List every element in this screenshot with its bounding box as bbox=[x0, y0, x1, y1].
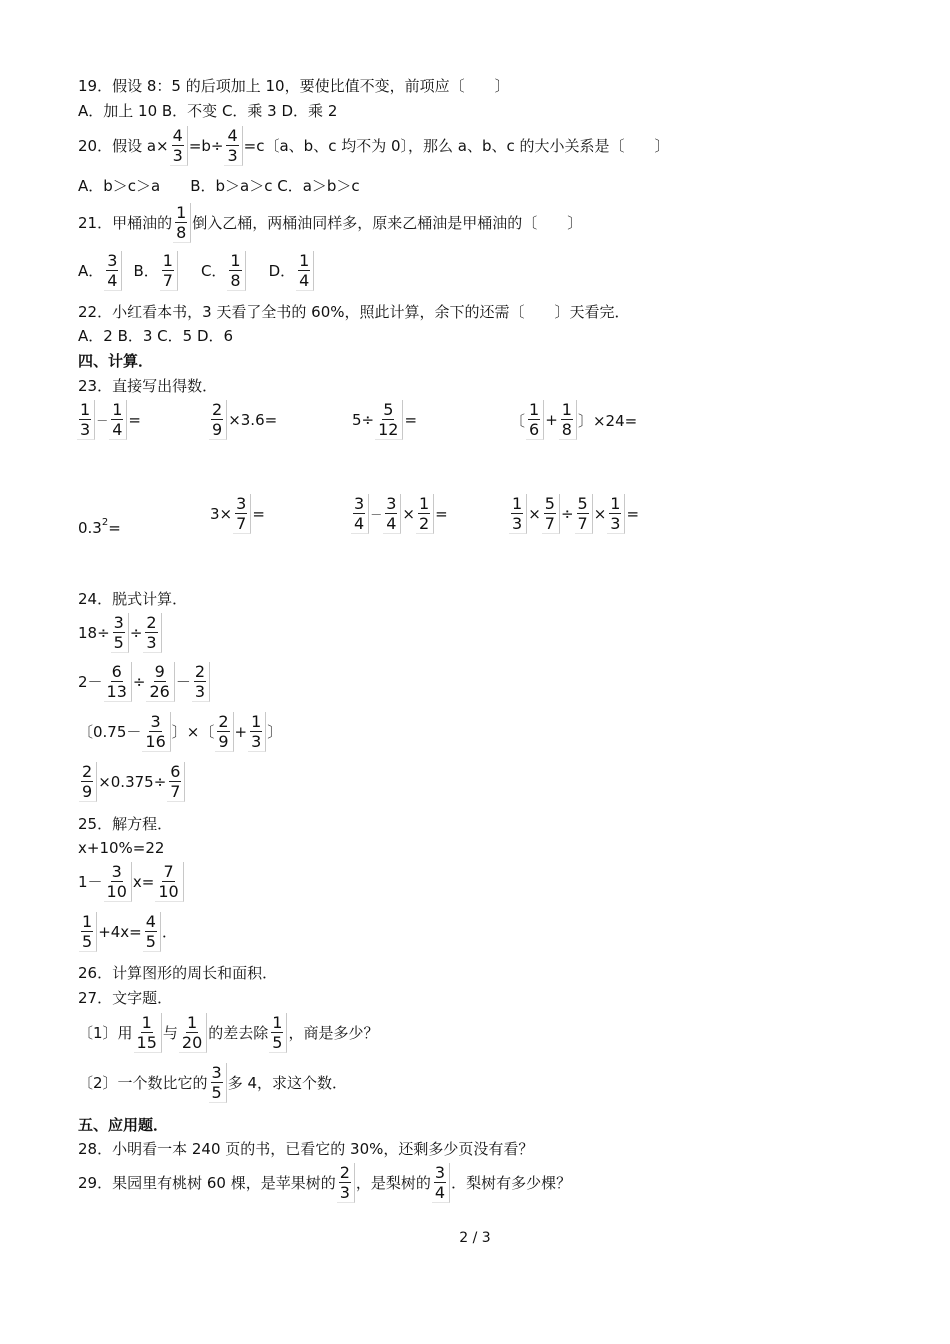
operator: ÷ bbox=[129, 623, 143, 642]
fraction bbox=[109, 400, 127, 440]
operator: － bbox=[370, 507, 383, 522]
denominator: 7 bbox=[236, 514, 247, 533]
fraction bbox=[509, 494, 527, 534]
numerator: 2 bbox=[339, 1163, 350, 1182]
denominator: 7 bbox=[170, 782, 181, 801]
q23-expr-5 bbox=[78, 516, 121, 537]
denominator: 3 bbox=[80, 420, 91, 439]
numerator: 5 bbox=[577, 494, 588, 513]
denominator: 5 bbox=[82, 932, 93, 951]
fraction bbox=[192, 662, 210, 702]
numerator: 3 bbox=[211, 1063, 222, 1082]
q23-expr-8 bbox=[508, 494, 639, 534]
fraction bbox=[209, 1063, 227, 1103]
expr-middle: ×0.375÷ bbox=[98, 772, 167, 791]
expr-tail: ． bbox=[161, 922, 177, 941]
expr-middle: x= bbox=[132, 872, 155, 891]
expr-tail: ．梨树有多少棵？ bbox=[451, 1173, 572, 1192]
fraction bbox=[575, 494, 593, 534]
denominator: 5 bbox=[272, 1033, 283, 1052]
exponent: 2 bbox=[101, 516, 109, 528]
q28-stem: 28．小明看一本 240 页的书，已看它的 30%，还剩多少页没有看？ bbox=[78, 1140, 534, 1158]
q25-eq-1: x+10%=22 bbox=[78, 839, 165, 857]
denominator: 3 bbox=[227, 146, 238, 165]
operator: ÷ bbox=[132, 672, 146, 691]
denominator: 3 bbox=[610, 514, 621, 533]
fraction bbox=[233, 494, 251, 534]
denominator: 13 bbox=[106, 682, 127, 701]
denominator: 3 bbox=[194, 682, 206, 701]
q21-text-2: 倒入乙桶，两桶油同样多，原来乙桶油是甲桶油的〔 〕 bbox=[192, 213, 583, 232]
q21-text-1: 21．甲桶油的 bbox=[78, 213, 173, 232]
denominator: 10 bbox=[106, 882, 127, 901]
option-label: C． bbox=[200, 261, 227, 280]
numerator: 5 bbox=[544, 494, 555, 513]
denominator: 10 bbox=[158, 882, 179, 901]
q27-part-2 bbox=[78, 1063, 347, 1103]
q24-stem: 24．脱式计算． bbox=[78, 590, 188, 608]
expr-prefix: 〔1〕用 bbox=[78, 1023, 133, 1042]
fraction bbox=[104, 662, 132, 702]
fraction bbox=[104, 251, 122, 291]
expr-prefix: 29．果园里有桃树 60 棵，是苹果树的 bbox=[78, 1173, 336, 1192]
numerator: 5 bbox=[383, 400, 394, 419]
numerator: 1 bbox=[230, 251, 241, 270]
q20-options: A．b＞c＞a B．b＞a＞c C．a＞b＞c bbox=[78, 177, 360, 195]
q21-options bbox=[78, 251, 315, 291]
expr-tail: ×3.6= bbox=[228, 411, 278, 429]
fraction bbox=[143, 912, 161, 952]
equals: = bbox=[252, 505, 265, 523]
q24-expr-4 bbox=[78, 762, 186, 802]
operator: － bbox=[175, 672, 191, 691]
denominator: 3 bbox=[512, 514, 523, 533]
denominator: 4 bbox=[434, 1183, 446, 1202]
q25-eq-2 bbox=[78, 862, 185, 902]
expr-middle: 与 bbox=[162, 1023, 178, 1042]
numerator: 1 bbox=[512, 494, 523, 513]
q19-stem: 19．假设 8：5 的后项加上 10，要使比值不变，前项应〔 〕 bbox=[78, 77, 510, 95]
q20-stem bbox=[78, 126, 670, 166]
denominator: 8 bbox=[230, 271, 241, 290]
fraction bbox=[170, 126, 188, 166]
fraction bbox=[383, 494, 401, 534]
option-label: B． bbox=[133, 261, 159, 280]
fraction bbox=[79, 762, 97, 802]
q24-expr-3 bbox=[78, 712, 282, 752]
operator: × bbox=[402, 505, 415, 523]
fraction bbox=[542, 494, 560, 534]
fraction bbox=[224, 126, 242, 166]
numerator: 1 bbox=[80, 400, 91, 419]
numerator: 6 bbox=[111, 662, 122, 681]
expr-prefix: 18÷ bbox=[78, 623, 110, 642]
q23-expr-2 bbox=[208, 400, 277, 440]
q21-stem bbox=[78, 203, 582, 243]
expr-middle: ，是梨树的 bbox=[355, 1173, 431, 1192]
operator: － bbox=[96, 413, 109, 428]
q23-expr-4 bbox=[510, 400, 637, 440]
q19-options: A．加上 10 B．不变 C．乘 3 D．乘 2 bbox=[78, 102, 338, 120]
fraction bbox=[79, 912, 97, 952]
denominator: 4 bbox=[386, 514, 397, 533]
expr-tail: 多 4，求这个数． bbox=[227, 1073, 348, 1092]
q24-expr-1 bbox=[78, 613, 163, 653]
numerator: 2 bbox=[212, 400, 223, 419]
fraction bbox=[337, 1163, 355, 1203]
operator: × bbox=[593, 505, 607, 523]
numerator: 1 bbox=[610, 494, 621, 513]
fraction bbox=[155, 862, 183, 902]
fraction bbox=[146, 662, 174, 702]
numerator: 4 bbox=[227, 126, 238, 145]
denominator: 3 bbox=[339, 1183, 350, 1202]
fraction bbox=[179, 1013, 207, 1053]
numerator: 2 bbox=[218, 712, 229, 731]
fraction bbox=[215, 712, 233, 752]
fraction bbox=[416, 494, 434, 534]
q26-stem: 26．计算图形的周长和面积． bbox=[78, 964, 278, 982]
numerator: 4 bbox=[145, 912, 156, 931]
fraction bbox=[143, 613, 161, 653]
equals: = bbox=[404, 411, 418, 429]
q23-expr-1 bbox=[76, 400, 141, 440]
expr-prefix: 3× bbox=[210, 505, 233, 523]
expr-middle: +4x= bbox=[98, 922, 142, 941]
q23-expr-6 bbox=[210, 494, 265, 534]
denominator: 6 bbox=[529, 420, 540, 439]
q24-expr-2 bbox=[78, 662, 211, 702]
option-label: A． bbox=[78, 261, 104, 280]
numerator: 9 bbox=[154, 662, 165, 681]
fraction bbox=[375, 400, 403, 440]
q23-expr-3 bbox=[352, 400, 417, 440]
expr-prefix: 2－ bbox=[78, 672, 103, 691]
numerator: 3 bbox=[354, 494, 365, 513]
fraction bbox=[269, 1013, 287, 1053]
option-label: D． bbox=[268, 261, 296, 280]
q27-part-1 bbox=[78, 1013, 379, 1053]
equals: = bbox=[626, 505, 640, 523]
paren-open: 〔 bbox=[510, 411, 526, 430]
base: 0.3 bbox=[78, 519, 102, 537]
expr-tail: 〕 bbox=[267, 722, 283, 741]
numerator: 1 bbox=[187, 1013, 198, 1032]
fraction bbox=[134, 1013, 162, 1053]
fraction bbox=[296, 251, 314, 291]
fraction bbox=[351, 494, 369, 534]
q20-text-1: 20．假设 a× bbox=[78, 136, 169, 155]
numerator: 1 bbox=[141, 1013, 152, 1032]
numerator: 3 bbox=[150, 712, 161, 731]
expr-prefix: 1－ bbox=[78, 872, 103, 891]
q22-options: A．2 B．3 C．5 D．6 bbox=[78, 327, 234, 345]
q27-stem: 27．文字题． bbox=[78, 989, 173, 1007]
fraction bbox=[432, 1163, 450, 1203]
q23-stem: 23．直接写出得数． bbox=[78, 377, 218, 395]
denominator: 8 bbox=[561, 420, 572, 439]
denominator: 15 bbox=[136, 1033, 157, 1052]
denominator: 26 bbox=[149, 682, 170, 701]
section-5-heading: 五、应用题． bbox=[78, 1116, 169, 1134]
numerator: 1 bbox=[176, 203, 187, 222]
numerator: 1 bbox=[418, 494, 430, 513]
fraction bbox=[248, 712, 266, 752]
denominator: 5 bbox=[211, 1083, 222, 1102]
numerator: 3 bbox=[236, 494, 247, 513]
denominator: 3 bbox=[172, 146, 183, 165]
denominator: 4 bbox=[354, 514, 365, 533]
denominator: 4 bbox=[107, 271, 118, 290]
q29-stem bbox=[78, 1163, 571, 1203]
q25-eq-3 bbox=[78, 912, 177, 952]
denominator: 16 bbox=[145, 732, 166, 751]
expr-tail: 〕×24= bbox=[577, 411, 638, 430]
denominator: 4 bbox=[112, 420, 123, 439]
numerator: 2 bbox=[82, 762, 93, 781]
operator: × bbox=[528, 505, 541, 523]
fraction bbox=[559, 400, 577, 440]
numerator: 1 bbox=[561, 400, 572, 419]
numerator: 1 bbox=[162, 251, 173, 270]
numerator: 3 bbox=[107, 251, 118, 270]
operator: + bbox=[545, 411, 558, 429]
denominator: 5 bbox=[145, 932, 156, 951]
denominator: 7 bbox=[544, 514, 555, 533]
numerator: 2 bbox=[146, 613, 157, 632]
numerator: 4 bbox=[172, 126, 183, 145]
numerator: 7 bbox=[163, 862, 174, 881]
operator: + bbox=[234, 722, 248, 741]
q25-stem: 25．解方程． bbox=[78, 815, 173, 833]
q20-text-2: =b÷ bbox=[188, 136, 224, 155]
numerator: 1 bbox=[82, 912, 93, 931]
equals: = bbox=[128, 411, 141, 429]
denominator: 3 bbox=[146, 633, 157, 652]
fraction bbox=[160, 251, 178, 291]
fraction bbox=[77, 400, 95, 440]
denominator: 20 bbox=[181, 1033, 203, 1052]
denominator: 4 bbox=[299, 271, 310, 290]
denominator: 8 bbox=[176, 223, 187, 242]
expr-prefix: 〔0.75－ bbox=[78, 722, 142, 741]
denominator: 9 bbox=[212, 420, 223, 439]
page-number: 2 / 3 bbox=[459, 1230, 491, 1246]
expr-tail: ，商是多少？ bbox=[288, 1023, 379, 1042]
denominator: 2 bbox=[418, 514, 430, 533]
denominator: 7 bbox=[162, 271, 173, 290]
fraction bbox=[209, 400, 227, 440]
fraction bbox=[227, 251, 245, 291]
fraction bbox=[526, 400, 544, 440]
numerator: 3 bbox=[434, 1163, 446, 1182]
numerator: 1 bbox=[112, 400, 123, 419]
numerator: 1 bbox=[272, 1013, 283, 1032]
denominator: 3 bbox=[251, 732, 262, 751]
q20-text-3: =c〔a、b、c 均不为 0〕，那么 a、b、c 的大小关系是〔 〕 bbox=[243, 136, 670, 155]
equals: = bbox=[108, 519, 121, 537]
q23-expr-7 bbox=[350, 494, 448, 534]
denominator: 9 bbox=[218, 732, 229, 751]
fraction bbox=[104, 862, 132, 902]
fraction bbox=[607, 494, 625, 534]
denominator: 7 bbox=[577, 514, 588, 533]
equals: = bbox=[435, 505, 448, 523]
numerator: 1 bbox=[529, 400, 540, 419]
expr-prefix: 〔2〕一个数比它的 bbox=[78, 1073, 208, 1092]
numerator: 1 bbox=[299, 251, 310, 270]
numerator: 6 bbox=[170, 762, 181, 781]
denominator: 9 bbox=[82, 782, 93, 801]
numerator: 1 bbox=[251, 712, 262, 731]
denominator: 12 bbox=[378, 420, 399, 439]
fraction bbox=[142, 712, 170, 752]
operator: ÷ bbox=[560, 505, 574, 523]
q22-stem: 22．小红看本书，3 天看了全书的 60%，照此计算，余下的还需〔 〕天看完． bbox=[78, 303, 630, 321]
numerator: 3 bbox=[111, 862, 122, 881]
expr-prefix: 5÷ bbox=[352, 411, 375, 429]
fraction bbox=[167, 762, 185, 802]
expr-middle: 的差去除 bbox=[208, 1023, 269, 1042]
numerator: 3 bbox=[113, 613, 124, 632]
fraction bbox=[173, 203, 191, 243]
fraction bbox=[111, 613, 129, 653]
numerator: 3 bbox=[386, 494, 397, 513]
denominator: 5 bbox=[113, 633, 124, 652]
numerator: 2 bbox=[194, 662, 206, 681]
section-4-heading: 四、计算． bbox=[78, 352, 154, 370]
expr-middle: 〕×〔 bbox=[171, 722, 215, 741]
